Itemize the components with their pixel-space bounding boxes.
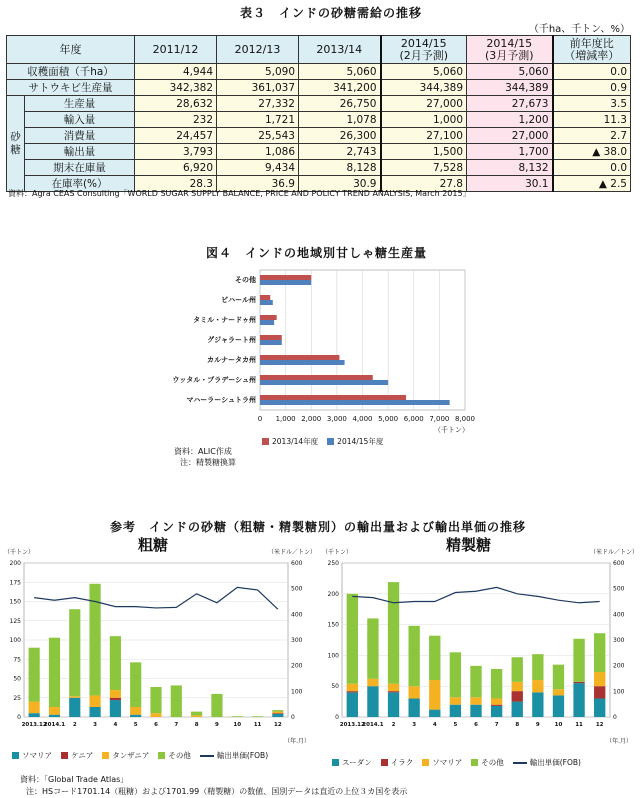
y-tick-label: 150: [9, 598, 21, 606]
x-tick-label: 6,000: [403, 415, 424, 423]
header-year: 年度: [7, 36, 135, 64]
bar-segment: [470, 666, 481, 697]
table-cell: 232: [135, 112, 217, 128]
supply-demand-table: [6, 35, 631, 192]
x-tick-label: 2: [391, 722, 396, 728]
legend-swatch: [61, 752, 68, 759]
bar-segment: [594, 699, 605, 717]
y2-tick-label: 500: [613, 585, 625, 593]
y2-tick-label: 300: [291, 637, 303, 644]
table-row: [7, 96, 631, 112]
y2-tick-label: 100: [613, 688, 625, 696]
x-tick-label: 7,000: [429, 415, 450, 423]
y2-tick-label: 100: [291, 688, 303, 696]
bar-segment: [347, 594, 358, 684]
table-cell: 25,543: [217, 128, 299, 144]
y2-tick-label: 0: [613, 714, 617, 721]
x-tick-label: 1,000: [275, 415, 296, 423]
y2-tick-label: 600: [613, 560, 625, 567]
table-cell: 1,086: [217, 144, 299, 160]
bar-segment: [594, 633, 605, 672]
legend-label: タンザニア: [112, 751, 150, 760]
x-tick-label: 5: [133, 722, 138, 728]
y-category-label: グジャラート州: [207, 336, 256, 344]
x-tick-label: 4,000: [352, 415, 373, 423]
y-category-label: カルナータカ州: [207, 356, 256, 364]
bar-segment: [388, 692, 399, 717]
bar-segment: [211, 694, 222, 717]
table-row: [7, 144, 631, 160]
table-cell: 0.0: [553, 64, 631, 80]
x-tick-label: 6: [474, 722, 478, 728]
bar-segment: [367, 618, 378, 678]
fig4-source: 資料：ALIC作成: [174, 447, 232, 456]
bar-segment: [491, 699, 502, 705]
y2-tick-label: 400: [613, 611, 625, 619]
bar-segment: [29, 648, 40, 702]
bar-segment: [388, 691, 399, 692]
bar-2014-15: [260, 300, 273, 305]
x-axis-label: （千トン）: [434, 426, 469, 434]
table-cell: 27,000: [467, 128, 553, 144]
table-cell: 361,037: [217, 80, 299, 96]
y-tick-label: 250: [327, 560, 339, 567]
table-cell: 30.1: [467, 176, 553, 192]
table-cell: 5,060: [467, 64, 553, 80]
table-cell: 30.9: [299, 176, 381, 192]
y-tick-label: 0: [17, 714, 21, 721]
table-cell: 28,632: [135, 96, 217, 112]
bar-segment: [272, 712, 283, 714]
table-cell: 341,200: [299, 80, 381, 96]
x-tick-label: 4: [113, 722, 118, 728]
x-tick-label: 12: [274, 722, 282, 728]
bar-segment: [573, 683, 584, 717]
bar-segment: [272, 713, 283, 714]
bar-segment: [491, 705, 502, 706]
table-cell: 7,528: [381, 160, 467, 176]
x-tick-label: 8: [515, 722, 520, 728]
legend-label: イラク: [390, 758, 414, 767]
table-cell: 5,090: [217, 64, 299, 80]
bar-segment: [110, 698, 121, 700]
table-cell: 1,000: [381, 112, 467, 128]
table-row: [7, 160, 631, 176]
x-tick-label: 6: [154, 722, 158, 728]
fig4-note: 注：精製糖換算: [180, 458, 236, 467]
x-tick-label: 2013.12: [339, 722, 365, 728]
x-tick-label: 10: [233, 722, 242, 728]
legend-swatch: [262, 438, 269, 445]
bar-2013-14: [260, 375, 373, 380]
bar-segment: [512, 682, 523, 691]
bar-segment: [49, 638, 60, 707]
bar-segment: [532, 654, 543, 680]
legend-label: ケニア: [71, 751, 94, 760]
legend-swatch: [471, 759, 478, 766]
legend-label: 2014/15年度: [337, 437, 384, 446]
row-label: 収穫面積（千ha）: [7, 64, 135, 80]
table-cell: 1,700: [467, 144, 553, 160]
table-cell: ▲ 38.0: [553, 144, 631, 160]
x-tick-label: 2014.1: [43, 722, 66, 728]
ref-note: 注：HSコード1701.14（粗糖）および1701.99（精製糖）の数値、国別データは直近の上位３カ国を表示: [26, 787, 408, 796]
row-label: サトウキビ生産量: [7, 80, 135, 96]
bar-2014-15: [260, 320, 274, 325]
table-cell: 9,434: [217, 160, 299, 176]
raw-legend: [12, 750, 268, 761]
y-tick-label: 125: [9, 617, 21, 625]
row-label: 期末在庫量: [25, 160, 135, 176]
bar-segment: [491, 706, 502, 717]
y-tick-label: 200: [9, 560, 21, 567]
table-cell: 6,920: [135, 160, 217, 176]
bar-segment: [553, 695, 564, 717]
y2-axis-label: （米ドル／トン）: [267, 549, 316, 556]
bar-segment: [512, 657, 523, 682]
table-cell: 26,750: [299, 96, 381, 112]
bar-segment: [573, 639, 584, 682]
fig4-chart: [160, 262, 480, 452]
y-axis-label: （千トン）: [322, 549, 353, 556]
y-tick-label: 25: [13, 694, 21, 702]
bar-2013-14: [260, 355, 339, 360]
refined-sugar-chart: [318, 545, 640, 745]
table-cell: 28.3: [135, 176, 217, 192]
table-cell: 11.3: [553, 112, 631, 128]
table-cell: 8,128: [299, 160, 381, 176]
table-cell: 5,060: [381, 64, 467, 80]
bar-segment: [29, 713, 40, 717]
x-tick-label: 8,000: [454, 415, 476, 423]
legend-label: 輸出単価(FOB): [529, 758, 581, 767]
bar-segment: [171, 685, 182, 717]
bar-segment: [491, 669, 502, 699]
bar-segment: [573, 682, 584, 683]
x-tick-label: 5: [453, 722, 458, 728]
bar-2014-15: [260, 340, 282, 345]
header-col: 2011/12: [135, 36, 217, 64]
bar-segment: [110, 690, 121, 698]
x-tick-label: 9: [535, 722, 540, 728]
bar-segment: [347, 684, 358, 691]
table-cell: 2,743: [299, 144, 381, 160]
fig4-title: 図４ インドの地域別甘しゃ糖生産量: [206, 246, 428, 260]
x-axis-label: （年.月）: [284, 738, 310, 745]
legend-swatch: [327, 438, 334, 445]
y-tick-label: 200: [327, 590, 339, 598]
bar-segment: [191, 715, 202, 717]
x-tick-label: 3,000: [326, 415, 347, 423]
bar-segment: [110, 636, 121, 690]
table-row: [7, 128, 631, 144]
bar-segment: [367, 679, 378, 686]
bar-2014-15: [260, 400, 450, 405]
x-tick-label: 7: [174, 722, 179, 728]
bar-segment: [252, 716, 263, 717]
bar-segment: [408, 686, 419, 698]
bar-segment: [470, 697, 481, 704]
row-label: 輸出量: [25, 144, 135, 160]
table-cell: 5,060: [299, 64, 381, 80]
table-cell: 1,200: [467, 112, 553, 128]
bar-segment: [29, 702, 40, 714]
x-tick-label: 2: [72, 722, 77, 728]
bar-segment: [367, 686, 378, 717]
y-category-label: マハーラーシュトラ州: [186, 396, 256, 404]
row-label: 在庫率(%）: [25, 176, 135, 192]
x-tick-label: 3: [93, 722, 97, 728]
ref-title: 参考 インドの砂糖（粗糖・精製糖別）の輸出量および輸出単価の推移: [110, 520, 527, 534]
x-tick-label: 4: [432, 722, 437, 728]
bar-segment: [512, 691, 523, 701]
bar-2014-15: [260, 360, 345, 365]
bar-segment: [408, 626, 419, 686]
raw-sugar-chart: [0, 545, 318, 745]
bar-segment: [89, 707, 100, 717]
ref-source: 資料：「Global Trade Atlas」: [20, 775, 129, 784]
table-cell: 8,132: [467, 160, 553, 176]
bar-segment: [191, 712, 202, 716]
header-col: 前年度比 （増減率）: [553, 36, 631, 64]
x-tick-label: 0: [257, 415, 263, 423]
y2-tick-label: 500: [291, 585, 303, 593]
y-tick-label: 175: [9, 579, 21, 587]
bar-segment: [272, 714, 283, 717]
bar-segment: [130, 715, 141, 717]
group-label-sugar: 砂 糖: [7, 96, 25, 192]
bar-segment: [450, 705, 461, 717]
x-tick-label: 12: [595, 722, 604, 728]
x-tick-label: 10: [554, 722, 563, 728]
table-cell: ▲ 2.5: [553, 176, 631, 192]
legend-label: その他: [481, 758, 504, 767]
y-axis-label: （千トン）: [4, 549, 35, 556]
bar-segment: [130, 662, 141, 707]
legend-swatch: [102, 752, 109, 759]
table3-source: 資料：Agra CEAS Consulting「WORLD SUGAR SUPPLY BALANCE, PRICE AND POLICY TREND ANALYSIS, March 2015」: [8, 189, 471, 198]
legend-line: [200, 755, 214, 757]
header-col: 2014/15 (2月予測): [381, 36, 467, 64]
row-label: 生産量: [25, 96, 135, 112]
header-col: 2012/13: [217, 36, 299, 64]
table-header-row: [7, 36, 631, 64]
table-cell: 1,500: [381, 144, 467, 160]
table-row: [7, 64, 631, 80]
row-label: 消費量: [25, 128, 135, 144]
bar-2013-14: [260, 275, 311, 280]
legend-label: ソマリア: [432, 758, 463, 767]
table-cell: 24,457: [135, 128, 217, 144]
table-cell: 344,389: [467, 80, 553, 96]
table-cell: 36.9: [217, 176, 299, 192]
x-tick-label: 7: [494, 722, 499, 728]
y-category-label: ウッタル・プラデーシュ州: [172, 376, 256, 384]
table-row: [7, 80, 631, 96]
bar-2014-15: [260, 280, 311, 285]
bar-segment: [408, 699, 419, 717]
bar-2013-14: [260, 335, 282, 340]
bar-segment: [450, 697, 461, 704]
table-cell: 0.9: [553, 80, 631, 96]
legend-line: [513, 762, 527, 764]
bar-segment: [429, 680, 440, 710]
bar-segment: [272, 710, 283, 712]
x-tick-label: 11: [253, 722, 262, 728]
legend-swatch: [12, 752, 19, 759]
y2-tick-label: 0: [291, 714, 295, 721]
legend-label: 輸出単価(FOB): [216, 751, 269, 760]
y2-tick-label: 200: [613, 662, 625, 670]
y2-tick-label: 200: [291, 662, 303, 670]
bar-segment: [388, 582, 399, 684]
x-tick-label: 5,000: [378, 415, 399, 423]
bar-segment: [553, 665, 564, 690]
table-cell: 342,382: [135, 80, 217, 96]
bar-segment: [388, 684, 399, 691]
legend-label: スーダン: [342, 758, 372, 767]
table-cell: 27,673: [467, 96, 553, 112]
refined-legend: [332, 757, 581, 768]
x-tick-label: 9: [215, 722, 219, 728]
table-cell: 344,389: [381, 80, 467, 96]
y-tick-label: 50: [331, 683, 339, 691]
y-tick-label: 0: [335, 714, 339, 721]
y-tick-label: 150: [327, 621, 339, 629]
bar-segment: [49, 707, 60, 715]
header-col: 2013/14: [299, 36, 381, 64]
x-tick-label: 2,000: [301, 415, 322, 423]
bar-segment: [49, 715, 60, 717]
y-category-label: その他: [235, 276, 256, 284]
bar-segment: [347, 692, 358, 717]
table-cell: 3,793: [135, 144, 217, 160]
y2-tick-label: 600: [291, 560, 303, 567]
y-tick-label: 50: [13, 675, 21, 683]
bar-segment: [553, 689, 564, 695]
y-category-label: ビハール州: [221, 296, 256, 304]
x-tick-label: 8: [194, 722, 199, 728]
legend-label: ソマリア: [22, 751, 52, 760]
y-category-label: タミル・ナードゥ州: [193, 316, 256, 324]
table-cell: 27,000: [381, 96, 467, 112]
bar-segment: [150, 713, 161, 717]
bar-segment: [512, 702, 523, 717]
fig4-legend: [262, 436, 383, 447]
bar-segment: [110, 700, 121, 717]
table-cell: 4,944: [135, 64, 217, 80]
row-label: 輸入量: [25, 112, 135, 128]
bar-segment: [429, 636, 440, 680]
y-tick-label: 75: [13, 656, 21, 664]
x-tick-label: 3: [412, 722, 417, 728]
table-cell: 1,078: [299, 112, 381, 128]
bar-segment: [450, 652, 461, 697]
table-cell: 0.0: [553, 160, 631, 176]
table-cell: 27,332: [217, 96, 299, 112]
bar-segment: [69, 609, 80, 696]
y2-axis-label: （米ドル／トン）: [589, 549, 638, 556]
legend-label: その他: [168, 751, 191, 760]
bar-segment: [594, 686, 605, 698]
x-tick-label: 2014.1: [362, 722, 384, 728]
legend-label: 2013/14年度: [272, 437, 319, 446]
legend-swatch: [381, 759, 388, 766]
table-cell: 1,721: [217, 112, 299, 128]
table-cell: 27.8: [381, 176, 467, 192]
y-tick-label: 100: [327, 652, 339, 660]
table-cell: 3.5: [553, 96, 631, 112]
bar-segment: [69, 698, 80, 717]
bar-segment: [429, 710, 440, 717]
table3-title: 表３ インドの砂糖需給の推移: [240, 6, 423, 20]
bar-segment: [594, 672, 605, 686]
bar-2013-14: [260, 395, 406, 400]
table-cell: 26,300: [299, 128, 381, 144]
y2-tick-label: 300: [613, 637, 625, 644]
bar-segment: [232, 716, 243, 717]
bar-2013-14: [260, 315, 277, 320]
x-tick-label: 11: [575, 722, 583, 728]
bar-segment: [69, 696, 80, 698]
raw-sugar-title: 粗糖: [138, 536, 169, 554]
bar-segment: [89, 695, 100, 707]
table-cell: 27,100: [381, 128, 467, 144]
y2-tick-label: 400: [291, 611, 303, 619]
table-row: [7, 112, 631, 128]
refined-sugar-title: 精製糖: [446, 536, 492, 554]
table3-unit: （千ha、千トン、%）: [528, 24, 630, 35]
y-tick-label: 100: [9, 637, 21, 644]
legend-swatch: [158, 752, 165, 759]
header-col: 2014/15 (3月予測): [467, 36, 553, 64]
bar-segment: [532, 680, 543, 692]
legend-swatch: [332, 759, 339, 766]
x-tick-label: 2013.12: [21, 722, 47, 728]
table-cell: 2.7: [553, 128, 631, 144]
bar-segment: [130, 707, 141, 715]
legend-swatch: [422, 759, 429, 766]
bar-2013-14: [260, 295, 270, 300]
bar-segment: [532, 692, 543, 717]
bar-segment: [347, 691, 358, 692]
x-axis-label: （年.月）: [606, 738, 632, 745]
bar-segment: [470, 705, 481, 717]
bar-2014-15: [260, 380, 388, 385]
bar-segment: [150, 687, 161, 713]
